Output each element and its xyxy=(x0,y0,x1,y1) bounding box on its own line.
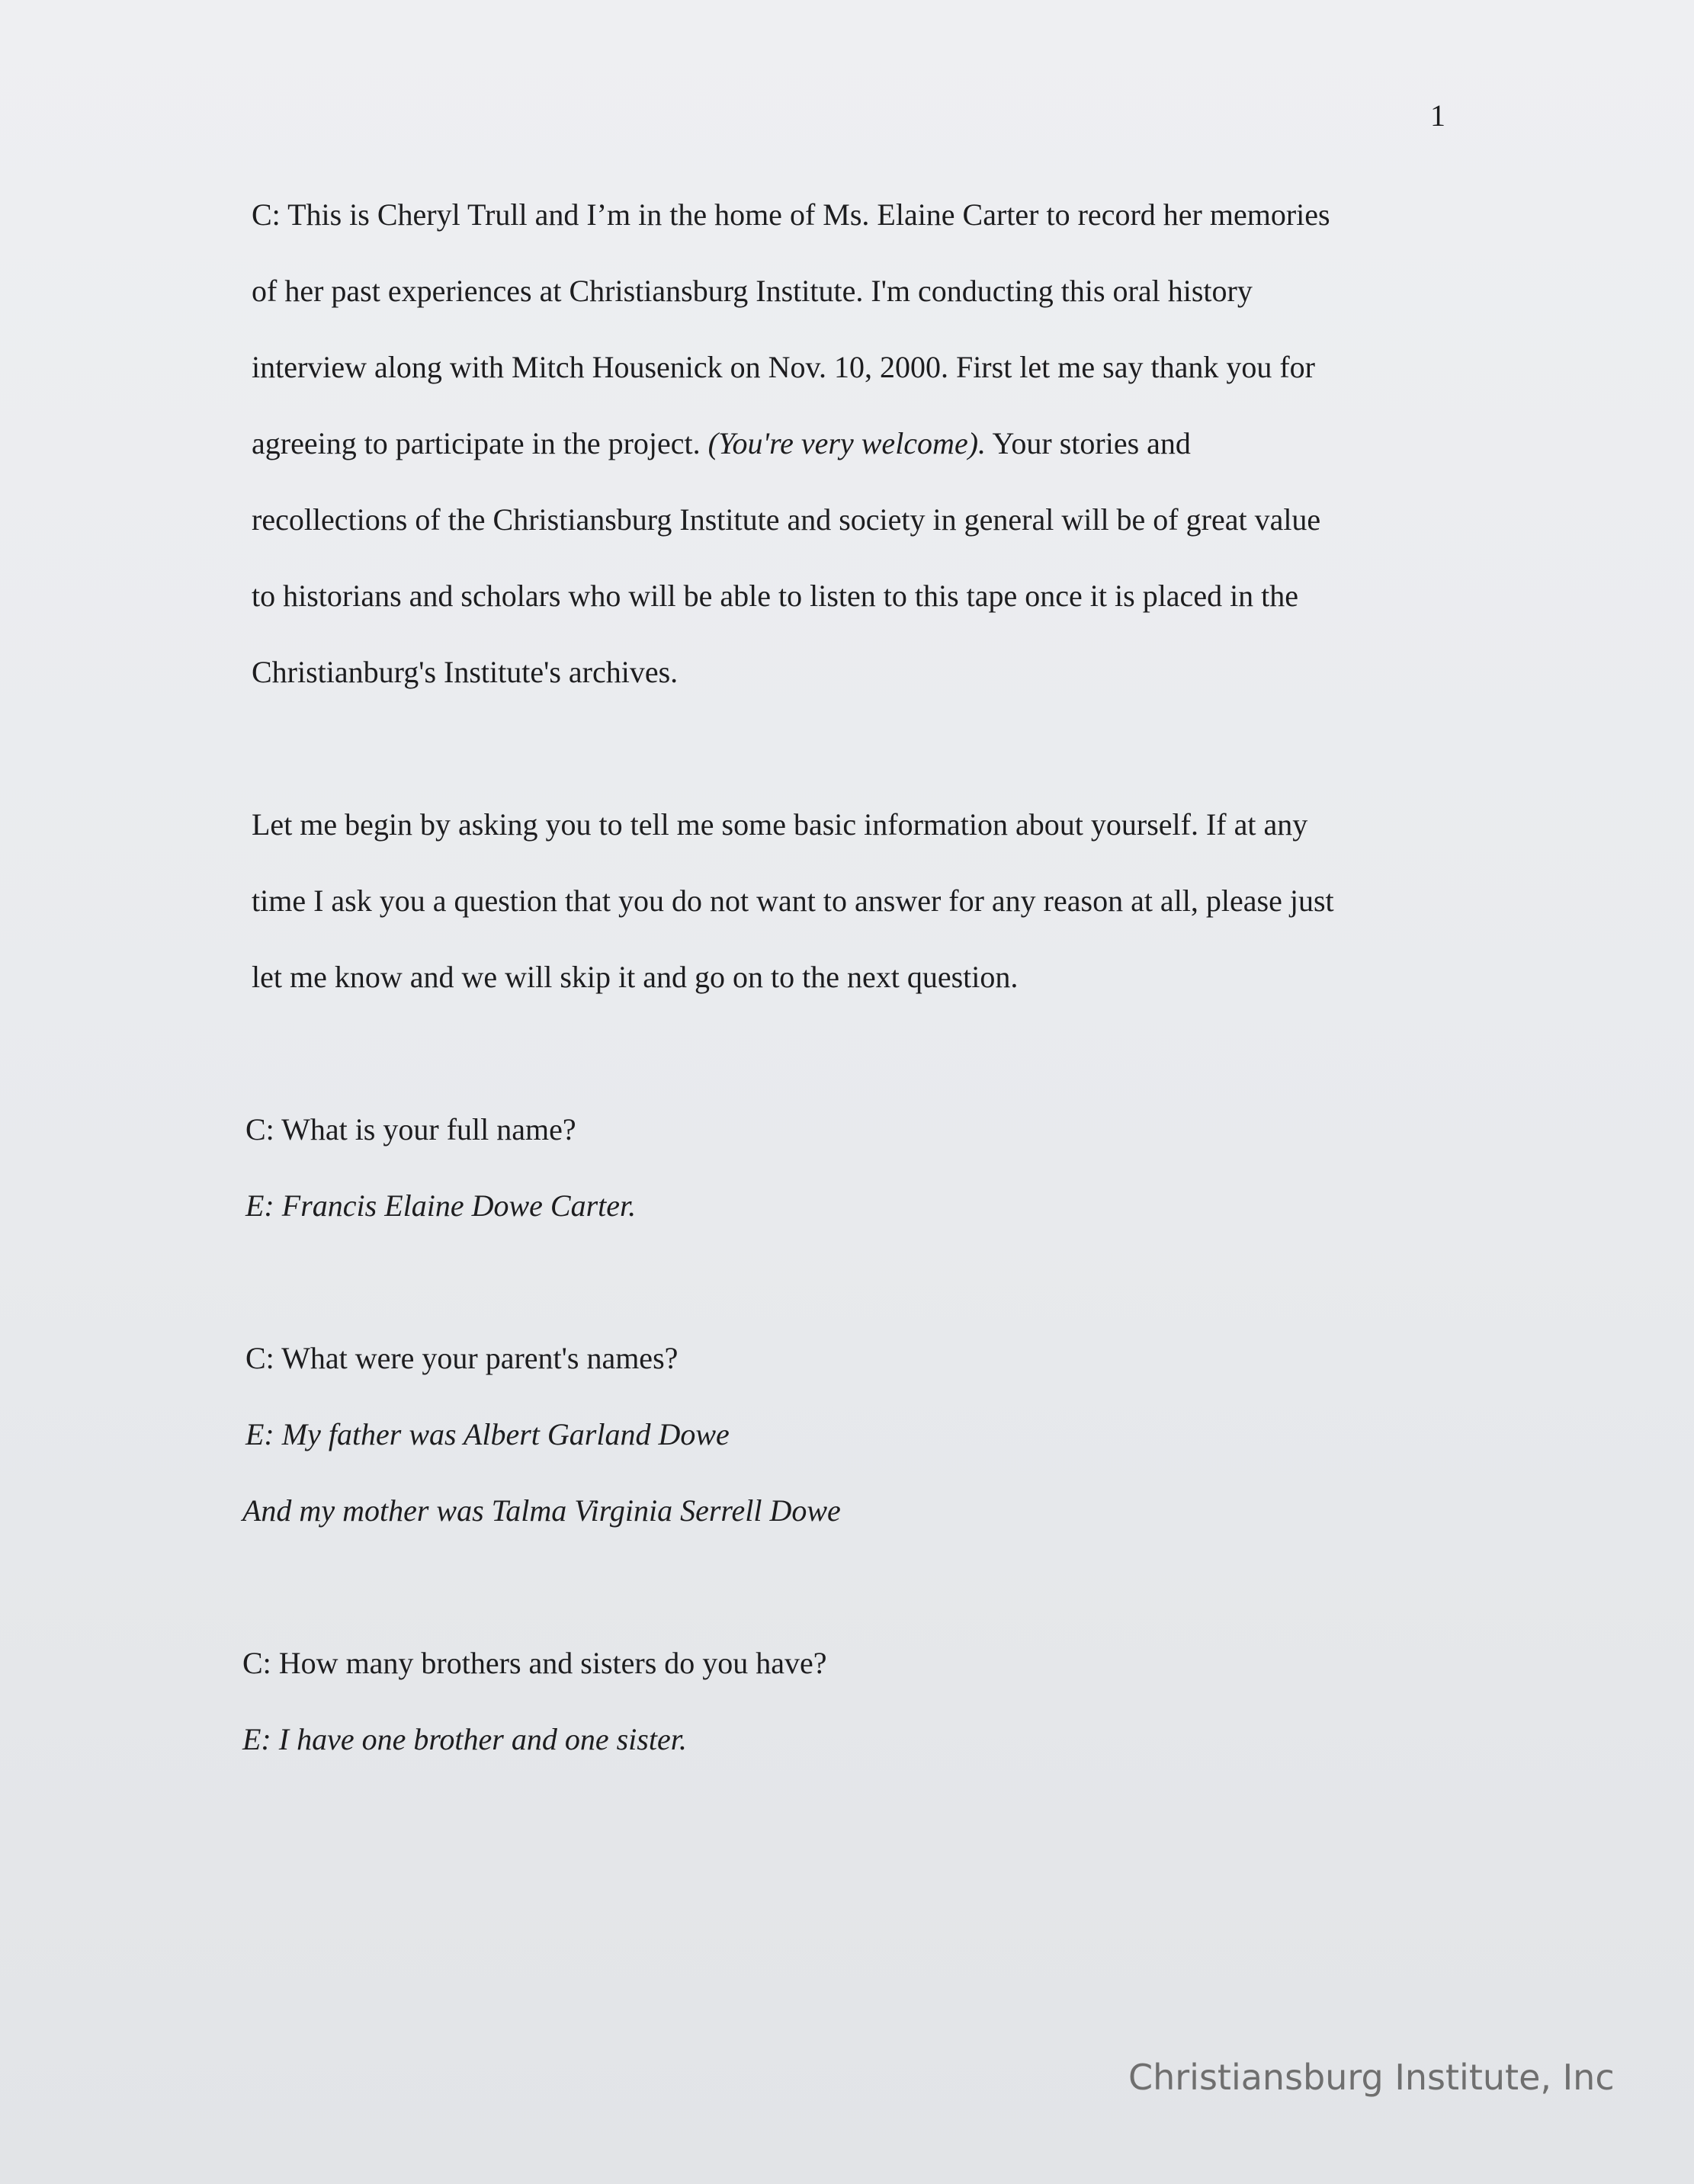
intro-line xyxy=(252,406,1456,482)
question-siblings: C: How many brothers and sisters do you have? xyxy=(242,1646,827,1680)
instructions-line: let me know and we will skip it and go on to the next question. xyxy=(252,960,1019,994)
intro-line: of her past experiences at Christiansburg Institute. I'm conducting this oral history xyxy=(252,274,1253,308)
answer-mother-name: And my mother was Talma Virginia Serrell Dowe xyxy=(242,1493,841,1528)
answer-full-name: E: Francis Elaine Dowe Carter. xyxy=(245,1188,637,1223)
answer-father-name: E: My father was Albert Garland Dowe xyxy=(245,1417,730,1451)
intro-line: Christianburg's Institute's archives. xyxy=(252,655,679,689)
instructions-line: Let me begin by asking you to tell me some basic information about yourself. If at any xyxy=(252,807,1308,842)
interjection-text: (You're very welcome). xyxy=(707,426,987,460)
question-full-name: C: What is your full name? xyxy=(245,1112,576,1147)
intro-line: to historians and scholars who will be able to listen to this tape once it is placed in the xyxy=(252,579,1299,613)
watermark: Christiansburg Institute, Inc xyxy=(1128,2057,1615,2098)
intro-line-text: agreeing to participate in the project. xyxy=(252,426,708,460)
intro-line-text: Your stories and xyxy=(986,426,1191,460)
intro-line: recollections of the Christiansburg Institute and society in general will be of great value xyxy=(252,502,1321,537)
answer-siblings: E: I have one brother and one sister. xyxy=(242,1722,687,1756)
question-parents-names: C: What were your parent's names? xyxy=(245,1341,679,1375)
intro-line: interview along with Mitch Housenick on Nov. 10, 2000. First let me say thank you for xyxy=(252,350,1315,384)
instructions-paragraph xyxy=(252,787,1456,1015)
intro-paragraph xyxy=(252,177,1456,710)
intro-line: C: This is Cheryl Trull and I’m in the home of Ms. Elaine Carter to record her memories xyxy=(252,197,1330,232)
instructions-line: time I ask you a question that you do not want to answer for any reason at all, please just xyxy=(252,884,1334,918)
page-number: 1 xyxy=(1430,98,1445,133)
